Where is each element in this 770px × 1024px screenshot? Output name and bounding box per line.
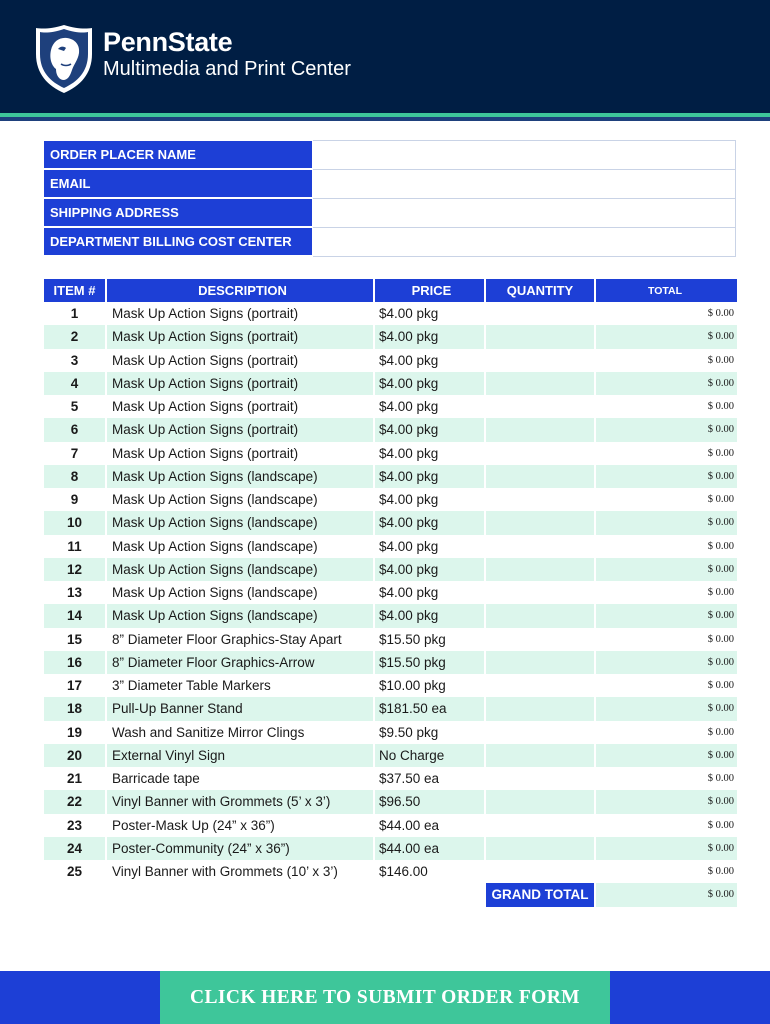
item-number: 12: [44, 558, 105, 581]
item-total: $ 0.00: [596, 325, 737, 348]
cost-center-row: [44, 227, 736, 256]
item-price: $4.00 pkg: [379, 492, 439, 508]
item-price: $4.00 pkg: [375, 511, 484, 534]
table-row: [44, 837, 737, 860]
order-items-table: [42, 279, 739, 907]
item-description: Mask Up Action Signs (landscape): [112, 538, 318, 554]
table-row: [44, 442, 737, 465]
item-description: Vinyl Banner with Grommets (5’ x 3’): [107, 790, 373, 813]
grand-total-value: $ 0.00: [596, 883, 737, 906]
order-placer-row: [44, 141, 736, 170]
quantity-field[interactable]: [486, 372, 594, 395]
item-description: 8” Diameter Floor Graphics-Stay Apart: [112, 631, 342, 647]
spacer-cell: [375, 883, 484, 906]
quantity-field[interactable]: [486, 511, 594, 534]
item-total: $ 0.00: [596, 418, 737, 441]
quantity-field[interactable]: [486, 767, 594, 790]
quantity-field[interactable]: [486, 325, 594, 348]
item-number: 11: [67, 538, 82, 554]
item-number: 10: [44, 511, 105, 534]
table-row: [44, 814, 737, 837]
item-description: Mask Up Action Signs (portrait): [107, 418, 373, 441]
item-number: 1: [70, 306, 79, 322]
item-description: Poster-Community (24” x 36”): [107, 837, 373, 860]
item-total: $ 0.00: [596, 558, 737, 581]
quantity-field[interactable]: [486, 744, 594, 767]
item-number: 21: [66, 771, 83, 787]
table-row: [44, 674, 737, 697]
table-row: [44, 325, 737, 348]
item-price: $4.00 pkg: [379, 445, 439, 461]
item-number: 15: [66, 631, 83, 647]
item-description: Mask Up Action Signs (landscape): [112, 585, 318, 601]
table-header-row: [44, 279, 737, 302]
quantity-field[interactable]: [486, 349, 594, 372]
order-info-table: [43, 140, 736, 257]
quantity-field[interactable]: [486, 581, 594, 604]
table-row: [44, 395, 737, 418]
brand-name: PennState: [103, 27, 233, 57]
item-total: $ 0.00: [596, 465, 737, 488]
item-description: External Vinyl Sign: [107, 744, 373, 767]
table-row: [44, 488, 737, 511]
item-description: Mask Up Action Signs (portrait): [107, 372, 373, 395]
item-price: $4.00 pkg: [375, 604, 484, 627]
item-total: $ 0.00: [707, 773, 734, 785]
email-field[interactable]: [313, 169, 736, 198]
nittany-lion-shield-icon: [34, 24, 94, 94]
item-description: Mask Up Action Signs (landscape): [107, 604, 373, 627]
item-total: $ 0.00: [707, 587, 734, 599]
item-total: $ 0.00: [596, 837, 737, 860]
table-row: [44, 721, 737, 744]
table-row: [44, 581, 737, 604]
cost-center-label: DEPARTMENT BILLING COST CENTER: [44, 227, 313, 256]
item-total: $ 0.00: [596, 372, 737, 395]
quantity-field[interactable]: [486, 721, 594, 744]
item-price: $15.50 pkg: [379, 631, 446, 647]
table-row: [44, 511, 737, 534]
item-description: Poster-Mask Up (24” x 36”): [112, 817, 275, 833]
order-placer-field[interactable]: [313, 141, 736, 170]
item-price: $4.00 pkg: [375, 372, 484, 395]
grand-total-row: [44, 883, 737, 906]
item-price: $9.50 pkg: [379, 724, 439, 740]
quantity-field[interactable]: [486, 418, 594, 441]
item-description: Mask Up Action Signs (landscape): [107, 465, 373, 488]
quantity-field[interactable]: [486, 697, 594, 720]
item-price: $4.00 pkg: [379, 538, 439, 554]
table-row: [44, 465, 737, 488]
quantity-field[interactable]: [486, 465, 594, 488]
quantity-field[interactable]: [486, 442, 594, 465]
item-price: $44.00 ea: [375, 837, 484, 860]
quantity-field[interactable]: [486, 535, 594, 558]
quantity-field[interactable]: [486, 395, 594, 418]
quantity-field[interactable]: [486, 302, 594, 325]
item-total: $ 0.00: [707, 726, 734, 738]
cost-center-field[interactable]: [313, 227, 736, 256]
table-row: [44, 697, 737, 720]
table-row: [44, 744, 737, 767]
table-row: [44, 604, 737, 627]
header-item-number: ITEM #: [44, 279, 105, 302]
table-row: [44, 372, 737, 395]
grand-total-label: GRAND TOTAL: [486, 883, 594, 906]
item-price: $4.00 pkg: [379, 352, 439, 368]
item-price: $4.00 pkg: [375, 418, 484, 441]
table-row: [44, 418, 737, 441]
table-row: [44, 302, 737, 325]
shipping-address-label: SHIPPING ADDRESS: [44, 198, 313, 227]
item-number: 19: [66, 724, 83, 740]
item-total: $ 0.00: [707, 633, 734, 645]
quantity-field[interactable]: [486, 604, 594, 627]
item-price: $4.00 pkg: [375, 465, 484, 488]
item-total: $ 0.00: [707, 819, 734, 831]
item-description: Mask Up Action Signs (landscape): [107, 511, 373, 534]
header-price: PRICE: [375, 279, 484, 302]
item-description: 8” Diameter Floor Graphics-Arrow: [107, 651, 373, 674]
item-number: 18: [44, 697, 105, 720]
table-row: [44, 767, 737, 790]
item-number: 25: [66, 864, 83, 880]
shipping-address-field[interactable]: [313, 198, 736, 227]
item-total: $ 0.00: [596, 511, 737, 534]
item-number: 5: [70, 399, 79, 415]
item-price: $37.50 ea: [379, 771, 440, 787]
item-number: 20: [44, 744, 105, 767]
item-description: Wash and Sanitize Mirror Clings: [112, 724, 305, 740]
item-total: $ 0.00: [596, 697, 737, 720]
item-total: $ 0.00: [707, 401, 734, 413]
item-description: 3” Diameter Table Markers: [112, 678, 271, 694]
item-number: 6: [44, 418, 105, 441]
table-row: [44, 790, 737, 813]
item-total: $ 0.00: [707, 866, 734, 878]
item-total: $ 0.00: [707, 308, 734, 320]
spacer-cell: [107, 883, 373, 906]
item-number: 22: [44, 790, 105, 813]
item-total: $ 0.00: [596, 651, 737, 674]
item-price: $4.00 pkg: [379, 306, 439, 322]
header-description: DESCRIPTION: [107, 279, 373, 302]
item-description: Mask Up Action Signs (portrait): [112, 306, 299, 322]
item-price: $4.00 pkg: [379, 585, 439, 601]
item-price: $10.00 pkg: [379, 678, 446, 694]
item-number: 14: [44, 604, 105, 627]
item-number: 17: [66, 678, 83, 694]
email-label: EMAIL: [44, 169, 313, 198]
quantity-field[interactable]: [486, 628, 594, 651]
item-number: 2: [44, 325, 105, 348]
item-total: $ 0.00: [707, 354, 734, 366]
item-description: Mask Up Action Signs (portrait): [112, 352, 299, 368]
item-number: 8: [44, 465, 105, 488]
header-stripe-blue: [0, 117, 770, 121]
quantity-field[interactable]: [486, 558, 594, 581]
item-number: 23: [66, 817, 83, 833]
item-price: $4.00 pkg: [375, 325, 484, 348]
quantity-field[interactable]: [486, 837, 594, 860]
item-description: Vinyl Banner with Grommets (10’ x 3’): [112, 864, 338, 880]
item-price: $4.00 pkg: [379, 399, 439, 415]
email-row: [44, 169, 736, 198]
header-total: TOTAL: [596, 279, 737, 302]
spacer-cell: [44, 883, 105, 906]
quantity-field[interactable]: [486, 790, 594, 813]
item-number: 9: [70, 492, 79, 508]
item-price: $4.00 pkg: [375, 558, 484, 581]
header-banner: [0, 0, 770, 113]
item-description: Pull-Up Banner Stand: [107, 697, 373, 720]
item-total: $ 0.00: [707, 447, 734, 459]
item-description: Mask Up Action Signs (portrait): [107, 325, 373, 348]
header-quantity: QUANTITY: [486, 279, 594, 302]
item-description: Mask Up Action Signs (landscape): [112, 492, 318, 508]
item-number: 13: [66, 585, 83, 601]
shipping-address-row: [44, 198, 736, 227]
table-row: [44, 628, 737, 651]
item-total: $ 0.00: [707, 680, 734, 692]
item-number: 7: [70, 445, 79, 461]
quantity-field[interactable]: [486, 860, 594, 883]
table-row: [44, 535, 737, 558]
item-price: $96.50: [375, 790, 484, 813]
item-description: Mask Up Action Signs (portrait): [112, 445, 299, 461]
quantity-field[interactable]: [486, 674, 594, 697]
quantity-field[interactable]: [486, 651, 594, 674]
item-price: $146.00: [379, 864, 428, 880]
brand-subtitle: Multimedia and Print Center: [103, 58, 351, 80]
item-total: $ 0.00: [707, 540, 734, 552]
item-total: $ 0.00: [596, 790, 737, 813]
item-total: $ 0.00: [596, 744, 737, 767]
item-price: No Charge: [375, 744, 484, 767]
item-description: Mask Up Action Signs (portrait): [112, 399, 299, 415]
item-price: $44.00 ea: [379, 817, 440, 833]
table-row: [44, 349, 737, 372]
table-row: [44, 860, 737, 883]
item-price: $15.50 pkg: [375, 651, 484, 674]
item-number: 4: [44, 372, 105, 395]
item-number: 16: [44, 651, 105, 674]
table-row: [44, 558, 737, 581]
order-placer-label: ORDER PLACER NAME: [44, 141, 313, 170]
item-number: 24: [44, 837, 105, 860]
item-total: $ 0.00: [596, 604, 737, 627]
item-price: $181.50 ea: [375, 697, 484, 720]
quantity-field[interactable]: [486, 488, 594, 511]
item-description: Mask Up Action Signs (landscape): [107, 558, 373, 581]
item-number: 3: [70, 352, 79, 368]
item-description: Barricade tape: [112, 771, 200, 787]
item-total: $ 0.00: [707, 494, 734, 506]
submit-order-button[interactable]: CLICK HERE TO SUBMIT ORDER FORM: [160, 971, 610, 1024]
item-rows: [44, 302, 737, 883]
quantity-field[interactable]: [486, 814, 594, 837]
table-row: [44, 651, 737, 674]
